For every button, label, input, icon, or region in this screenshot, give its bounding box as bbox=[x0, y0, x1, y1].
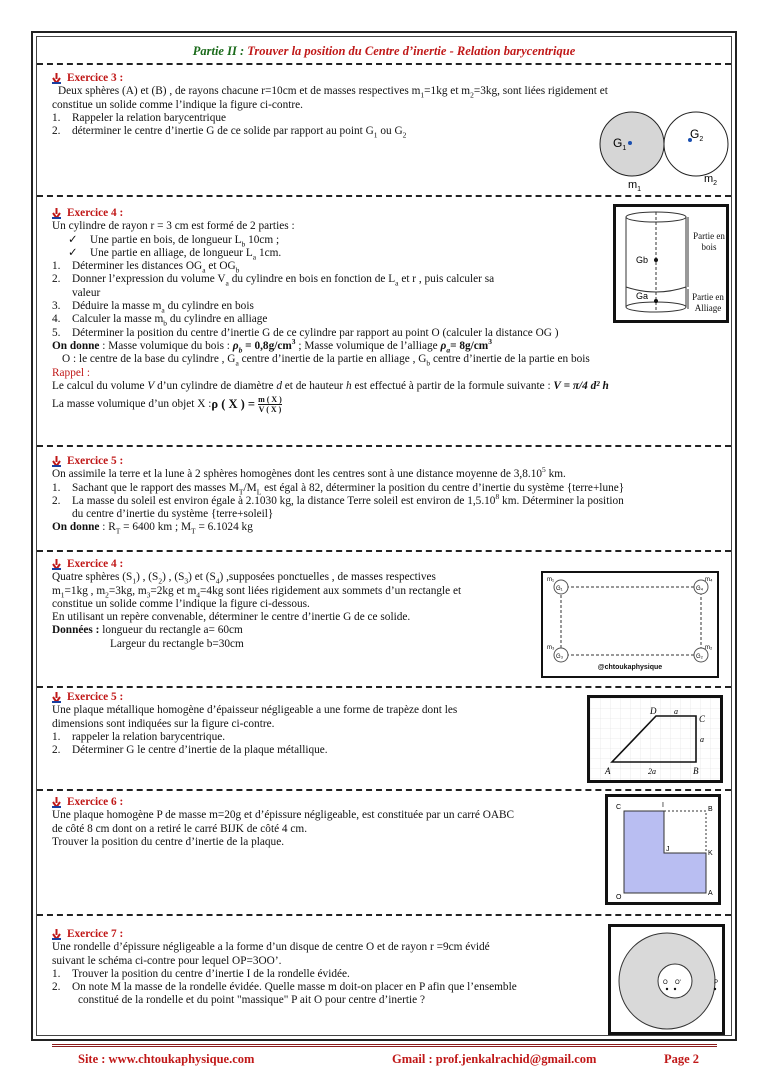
svg-text:O: O bbox=[616, 894, 622, 901]
list-item: 2. Déterminer G le centre d’inertie de la plaque métallique. bbox=[52, 744, 328, 757]
ex4-mv: La masse volumique d’un objet X : ρ ( X ) = $\frac{m ( X )}{V ( X )}$ bbox=[52, 395, 282, 415]
exercise-7 bbox=[52, 928, 702, 1008]
ex5-donne: On donne : $R_T = 6400$ km ; $M_T = 6.1024$ kg bbox=[52, 521, 253, 536]
trapezoid-figure bbox=[587, 695, 723, 783]
list-item: ✓ Une partie en bois, de longueur $L_b$ 10cm ; bbox=[68, 233, 280, 248]
footer-divider bbox=[52, 1044, 717, 1047]
svg-text:G₁: G₁ bbox=[556, 586, 563, 592]
m2-label: $m_2$ bbox=[704, 173, 718, 187]
exercise-5 bbox=[52, 455, 702, 535]
ex4-calc: Le calcul du volume V d’un cylindre de diamètre d et de hauteur h est effectué à partir de la formule suivante : V = π/4 d² h bbox=[52, 379, 609, 392]
exercise-heading: Exercice 5 : bbox=[52, 455, 702, 468]
exercise-heading: Exercice 3 : bbox=[52, 72, 702, 85]
washer-figure bbox=[608, 924, 725, 1035]
gb-label: Gb bbox=[636, 255, 649, 265]
list-item: 2. On note M la masse de la rondelle évidée. Quelle masse m doit-on placer en P afin que l’ensemble constitué de la rondelle et du point "massique" P ait O pour centre d’inertie ? bbox=[52, 981, 517, 1007]
footer-site: Site : www.chtoukaphysique.com bbox=[78, 1052, 255, 1066]
ex4-donne: On donne : Masse volumique du bois : $\rho_b = 0,8g/cm^3$ ; Masse volumique de l’alliage $\rho_a= 8g/cm^3$ bbox=[52, 337, 492, 355]
hand-pointer-icon bbox=[52, 208, 61, 219]
separator bbox=[37, 789, 731, 791]
list-item: ✓ Une partie en alliage, de longueur $L_a$ 1cm. bbox=[68, 246, 282, 262]
svg-text:G₂: G₂ bbox=[696, 654, 703, 660]
g2-label: $G_2$ bbox=[690, 127, 704, 143]
svg-text:m₂: m₂ bbox=[705, 645, 713, 651]
svg-text:O': O' bbox=[675, 980, 681, 986]
ex4b-donnees: Données : longueur du rectangle a= 60cm bbox=[52, 624, 243, 637]
title-text: Trouver la position du Centre d’inertie - Relation barycentrique bbox=[247, 44, 576, 58]
footer-page-number: Page 2 bbox=[664, 1052, 700, 1066]
separator bbox=[37, 195, 731, 197]
svg-text:2a: 2a bbox=[648, 767, 656, 776]
rectangle-spheres-figure bbox=[541, 571, 719, 678]
svg-text:G₄: G₄ bbox=[696, 586, 704, 592]
svg-text:m₁: m₁ bbox=[547, 577, 555, 583]
svg-text:C: C bbox=[616, 804, 622, 811]
two-spheres-figure bbox=[596, 108, 736, 192]
title-part: Partie II : bbox=[192, 44, 245, 58]
ex4b-l4: En utilisant un repère convenable, déterminer le centre d’inertie G de ce solide. bbox=[52, 611, 411, 624]
ga-label: Ga bbox=[636, 291, 649, 301]
cylinder-figure bbox=[613, 204, 729, 323]
rappel-label: Rappel : bbox=[52, 366, 90, 379]
list-item: 5. Déterminer la position du centre d’inertie G de ce cylindre par rapport au point O (calculer la distance OG ) bbox=[52, 326, 559, 339]
ex5-intro: On assimile la terre et la lune à 2 sphères homogènes dont les centres sont à une distance moyenne de 3,8.10$^5$ km. bbox=[52, 465, 566, 481]
separator bbox=[37, 445, 731, 447]
hand-pointer-icon bbox=[52, 559, 61, 570]
list-item: 4. Calculer la masse $m_b$ du cylindre en alliage bbox=[52, 313, 268, 328]
separator bbox=[37, 686, 731, 688]
bois-label: Partie en bois bbox=[693, 231, 725, 252]
g1-label: $G_1$ bbox=[613, 136, 627, 152]
ex5b-l2: dimensions sont indiquées sur la figure ci-contre. bbox=[52, 717, 275, 730]
list-item: 1. Rappeler la relation barycentrique bbox=[52, 111, 227, 124]
ex4-o-line: O : le centre de la base du cylindre , $G_a$ centre d’inertie de la partie en alliage , $G_b$ centre d’inertie de la partie en bois bbox=[62, 353, 590, 368]
figure-credit: @chtoukaphysique bbox=[597, 664, 663, 671]
ex3-intro2: constitue un solide comme l’indique la figure ci-contre. bbox=[52, 98, 303, 111]
square-plate-figure bbox=[605, 794, 721, 905]
svg-text:C: C bbox=[699, 714, 706, 724]
ex4b-l6: Largeur du rectangle b=30cm bbox=[110, 637, 244, 650]
exercise-4 bbox=[52, 207, 702, 414]
list-item: 2. déterminer le centre d’inertie G de ce solide par rapport au point $G_1$ ou $G_2$ bbox=[52, 125, 407, 140]
svg-text:J: J bbox=[666, 846, 670, 853]
list-item: 1. Trouver la position du centre d’inertie I de la rondelle évidée. bbox=[52, 967, 350, 980]
exercise-heading: Exercice 5 : bbox=[52, 691, 702, 704]
svg-text:I: I bbox=[662, 802, 664, 809]
ex4b-l1: Quatre sphères $(S_1)$ , $(S_2)$ , $(S_3)$ et $(S_4)$ ,supposées ponctuelles , de masses respectives bbox=[52, 571, 436, 586]
svg-text:B: B bbox=[708, 806, 713, 813]
exercise-heading: Exercice 6 : bbox=[52, 796, 702, 809]
svg-text:D: D bbox=[650, 706, 657, 716]
ex6-l2: de côté 8 cm dont on a retiré le carré BIJK de côté 4 cm. bbox=[52, 822, 308, 835]
footer-gmail: Gmail : prof.jenkalrachid@gmail.com bbox=[392, 1052, 597, 1066]
ex6-l3: Trouver la position du centre d’inertie de la plaque. bbox=[52, 835, 285, 848]
svg-text:m₃: m₃ bbox=[547, 645, 555, 651]
exercise-heading: Exercice 7 : bbox=[52, 928, 702, 941]
svg-text:a: a bbox=[700, 735, 704, 744]
alliage-label: Partie en Alliage bbox=[692, 292, 724, 313]
exercise-heading: Exercice 4 : bbox=[52, 207, 702, 220]
ex6-l1: Une plaque homogène P de masse m=20g et d’épissure négligeable, est constituée par un carré OABC bbox=[52, 809, 515, 822]
separator bbox=[37, 550, 731, 552]
list-item: 1. Déterminer les distances $OG_a$ et $OG_b$ bbox=[52, 260, 240, 275]
svg-text:A: A bbox=[605, 766, 611, 776]
list-item: 2. La masse du soleil est environ égale à 2.1030 kg, la distance Terre soleil est environ de 1,5.10$^8$ km. Déterminer la position du centre d’inertie du système {terre+soleil} bbox=[52, 492, 624, 521]
svg-text:a: a bbox=[674, 707, 678, 716]
m1-label: $m_1$ bbox=[628, 179, 642, 192]
ex7-l1: Une rondelle d’épissure négligeable a la forme d’un disque de centre O et de rayon r =9cm évidé bbox=[52, 941, 490, 954]
svg-text:G₃: G₃ bbox=[556, 654, 564, 660]
hand-pointer-icon bbox=[52, 929, 61, 940]
list-item: 1. rappeler la relation barycentrique. bbox=[52, 730, 226, 743]
svg-text:P: P bbox=[714, 980, 719, 986]
hand-pointer-icon bbox=[52, 692, 61, 703]
ex7-l2: suivant le schéma ci-contre pour lequel OP=3OO’. bbox=[52, 954, 282, 967]
svg-text:A: A bbox=[708, 890, 713, 897]
hand-pointer-icon bbox=[52, 797, 61, 808]
ex5b-l1: Une plaque métallique homogène d’épaisseur négligeable a une forme de trapèze dont les bbox=[52, 704, 458, 717]
hand-pointer-icon bbox=[52, 73, 61, 84]
list-item: 3. Déduire la masse $m_a$ du cylindre en bois bbox=[52, 300, 254, 315]
exercise-heading: Exercice 4 : bbox=[52, 558, 702, 571]
svg-text:B: B bbox=[693, 766, 699, 776]
separator bbox=[37, 63, 731, 65]
page-title bbox=[40, 45, 728, 58]
list-item: 2. Donner l’expression du volume $V_a$ du cylindre en bois en fonction de $L_a$ et r , puis calculer sa valeur bbox=[52, 273, 495, 299]
list-item: 1. Sachant que le rapport des masses $M_T/M_L$ est égal à 82, déterminer la position du centre d’inertie du système {terre+lune} bbox=[52, 481, 625, 496]
hand-pointer-icon bbox=[52, 456, 61, 467]
svg-text:O: O bbox=[663, 980, 668, 986]
separator bbox=[37, 914, 731, 916]
ex4b-l3: constitue un solide comme l’indique la figure ci-dessous. bbox=[52, 597, 310, 610]
ex4b-l2: $m_1=1kg$ , $m_2=3kg$, $m_3=2kg$ et $m_4=4kg$ sont liées rigidement aux sommets d’un rectangle et bbox=[52, 584, 462, 599]
ex3-intro: Deux sphères (A) et (B) , de rayons chacune r=10cm et de masses respectives $m_1=1kg$ et $m_2=3kg$, sont liées rigidement et bbox=[58, 85, 608, 100]
svg-text:m₄: m₄ bbox=[705, 577, 713, 583]
svg-text:K: K bbox=[708, 850, 713, 857]
ex4-intro: Un cylindre de rayon r = 3 cm est formé de 2 parties : bbox=[52, 220, 295, 233]
